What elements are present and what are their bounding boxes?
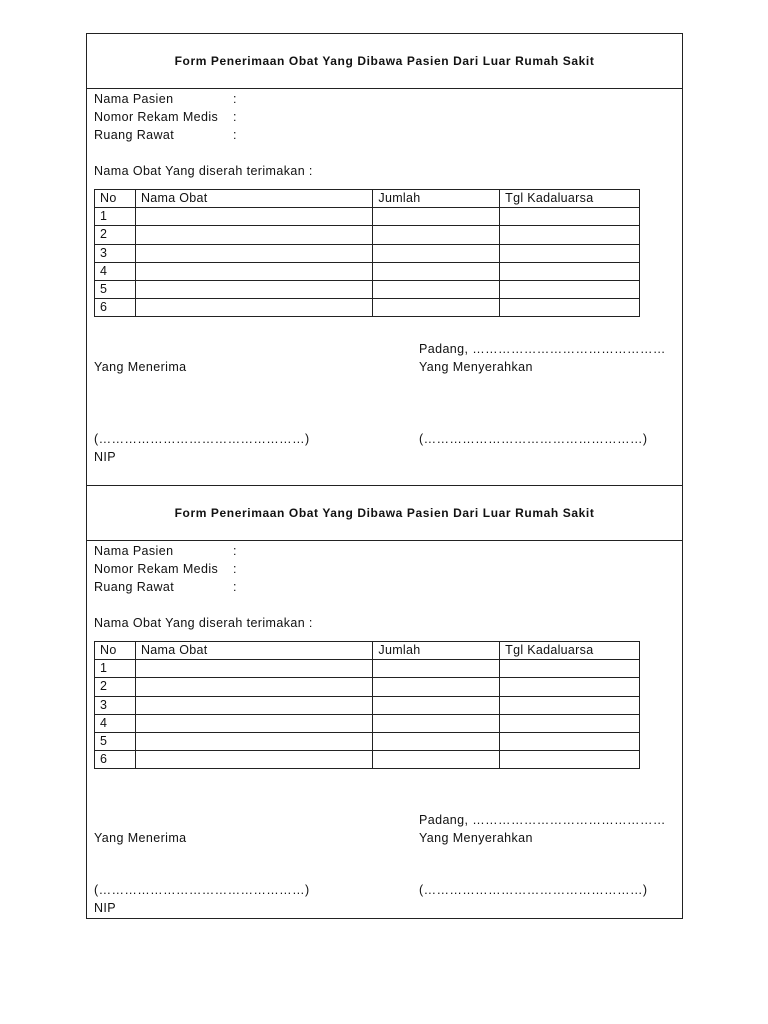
ward-colon: :: [233, 128, 237, 142]
medicine-name-cell[interactable]: [135, 208, 372, 226]
quantity-cell[interactable]: [373, 262, 500, 280]
medicine-name-cell[interactable]: [135, 696, 372, 714]
row-number: 4: [95, 714, 136, 732]
form-body: [87, 89, 682, 317]
medicine-name-cell[interactable]: [135, 262, 372, 280]
nip-label: NIP: [94, 901, 117, 915]
giver-label: Yang Menyerahkan: [419, 360, 533, 374]
row-number: 5: [95, 732, 136, 750]
expiry-date-cell[interactable]: [500, 678, 640, 696]
medicine-name-cell[interactable]: [135, 714, 372, 732]
received-medicines-label: Nama Obat Yang diserah terimakan :: [94, 164, 313, 178]
row-number: 4: [95, 262, 136, 280]
table-header-row: [95, 642, 640, 660]
patient-name-label: Nama Pasien: [94, 544, 174, 558]
patient-name-row: [94, 90, 682, 108]
patient-info: [94, 541, 682, 596]
giver-signature-line: (……………………………………………): [419, 883, 648, 897]
table-row: [95, 299, 640, 317]
col-header-medicine-name: Nama Obat: [135, 190, 372, 208]
medicine-table: [94, 641, 640, 769]
table-row: [95, 660, 640, 678]
expiry-date-cell[interactable]: [500, 299, 640, 317]
medicine-receipt-form-1: [86, 33, 683, 486]
nip-label: NIP: [94, 450, 117, 464]
ward-row: [94, 578, 682, 596]
col-header-medicine-name: Nama Obat: [135, 642, 372, 660]
expiry-date-cell[interactable]: [500, 280, 640, 298]
medical-record-row: [94, 108, 682, 126]
medicine-name-cell[interactable]: [135, 751, 372, 769]
receiver-signature-line: (…………………………………………): [94, 432, 310, 446]
patient-name-row: [94, 542, 682, 560]
medicine-name-cell[interactable]: [135, 280, 372, 298]
row-number: 3: [95, 696, 136, 714]
table-row: [95, 714, 640, 732]
medical-record-colon: :: [233, 110, 237, 124]
table-row: [95, 732, 640, 750]
giver-signature-line: (……………………………………………): [419, 432, 648, 446]
medicine-table: [94, 189, 640, 317]
medical-record-label: Nomor Rekam Medis: [94, 562, 219, 576]
received-medicines-label: Nama Obat Yang diserah terimakan :: [94, 616, 313, 630]
expiry-date-cell[interactable]: [500, 208, 640, 226]
quantity-cell[interactable]: [373, 714, 500, 732]
row-number: 6: [95, 751, 136, 769]
medicine-receipt-form-2: [86, 485, 683, 919]
table-row: [95, 262, 640, 280]
expiry-date-cell[interactable]: [500, 732, 640, 750]
table-row: [95, 678, 640, 696]
form-title: Form Penerimaan Obat Yang Dibawa Pasien Dari Luar Rumah Sakit: [87, 486, 682, 541]
expiry-date-cell[interactable]: [500, 714, 640, 732]
quantity-cell[interactable]: [373, 660, 500, 678]
table-row: [95, 696, 640, 714]
patient-name-label: Nama Pasien: [94, 92, 174, 106]
form-title: Form Penerimaan Obat Yang Dibawa Pasien Dari Luar Rumah Sakit: [87, 34, 682, 89]
medicine-name-cell[interactable]: [135, 226, 372, 244]
quantity-cell[interactable]: [373, 751, 500, 769]
place-date: Padang, ………………………………………: [419, 342, 666, 356]
expiry-date-cell[interactable]: [500, 751, 640, 769]
row-number: 1: [95, 660, 136, 678]
ward-row: [94, 126, 682, 144]
patient-info: [94, 89, 682, 144]
col-header-no: No: [95, 190, 136, 208]
patient-name-colon: :: [233, 544, 237, 558]
quantity-cell[interactable]: [373, 678, 500, 696]
patient-name-colon: :: [233, 92, 237, 106]
row-number: 2: [95, 678, 136, 696]
col-header-expiry-date: Tgl Kadaluarsa: [500, 190, 640, 208]
quantity-cell[interactable]: [373, 226, 500, 244]
quantity-cell[interactable]: [373, 696, 500, 714]
col-header-expiry-date: Tgl Kadaluarsa: [500, 642, 640, 660]
expiry-date-cell[interactable]: [500, 244, 640, 262]
row-number: 2: [95, 226, 136, 244]
medicine-name-cell[interactable]: [135, 244, 372, 262]
medical-record-colon: :: [233, 562, 237, 576]
quantity-cell[interactable]: [373, 299, 500, 317]
col-header-quantity: Jumlah: [373, 190, 500, 208]
ward-colon: :: [233, 580, 237, 594]
row-number: 3: [95, 244, 136, 262]
place-date: Padang, ………………………………………: [419, 813, 666, 827]
col-header-quantity: Jumlah: [373, 642, 500, 660]
table-header-row: [95, 190, 640, 208]
row-number: 6: [95, 299, 136, 317]
expiry-date-cell[interactable]: [500, 660, 640, 678]
quantity-cell[interactable]: [373, 208, 500, 226]
table-row: [95, 208, 640, 226]
quantity-cell[interactable]: [373, 244, 500, 262]
medicine-name-cell[interactable]: [135, 732, 372, 750]
medical-record-label: Nomor Rekam Medis: [94, 110, 219, 124]
table-row: [95, 751, 640, 769]
medicine-name-cell[interactable]: [135, 299, 372, 317]
ward-label: Ruang Rawat: [94, 128, 175, 142]
receiver-signature-line: (…………………………………………): [94, 883, 310, 897]
form-body: [87, 541, 682, 769]
expiry-date-cell[interactable]: [500, 226, 640, 244]
receiver-label: Yang Menerima: [94, 831, 187, 845]
medicine-name-cell[interactable]: [135, 660, 372, 678]
giver-label: Yang Menyerahkan: [419, 831, 533, 845]
table-row: [95, 280, 640, 298]
row-number: 1: [95, 208, 136, 226]
expiry-date-cell[interactable]: [500, 696, 640, 714]
medical-record-row: [94, 560, 682, 578]
medicine-name-cell[interactable]: [135, 678, 372, 696]
ward-label: Ruang Rawat: [94, 580, 175, 594]
col-header-no: No: [95, 642, 136, 660]
quantity-cell[interactable]: [373, 280, 500, 298]
receiver-label: Yang Menerima: [94, 360, 187, 374]
expiry-date-cell[interactable]: [500, 262, 640, 280]
table-row: [95, 244, 640, 262]
quantity-cell[interactable]: [373, 732, 500, 750]
row-number: 5: [95, 280, 136, 298]
table-row: [95, 226, 640, 244]
